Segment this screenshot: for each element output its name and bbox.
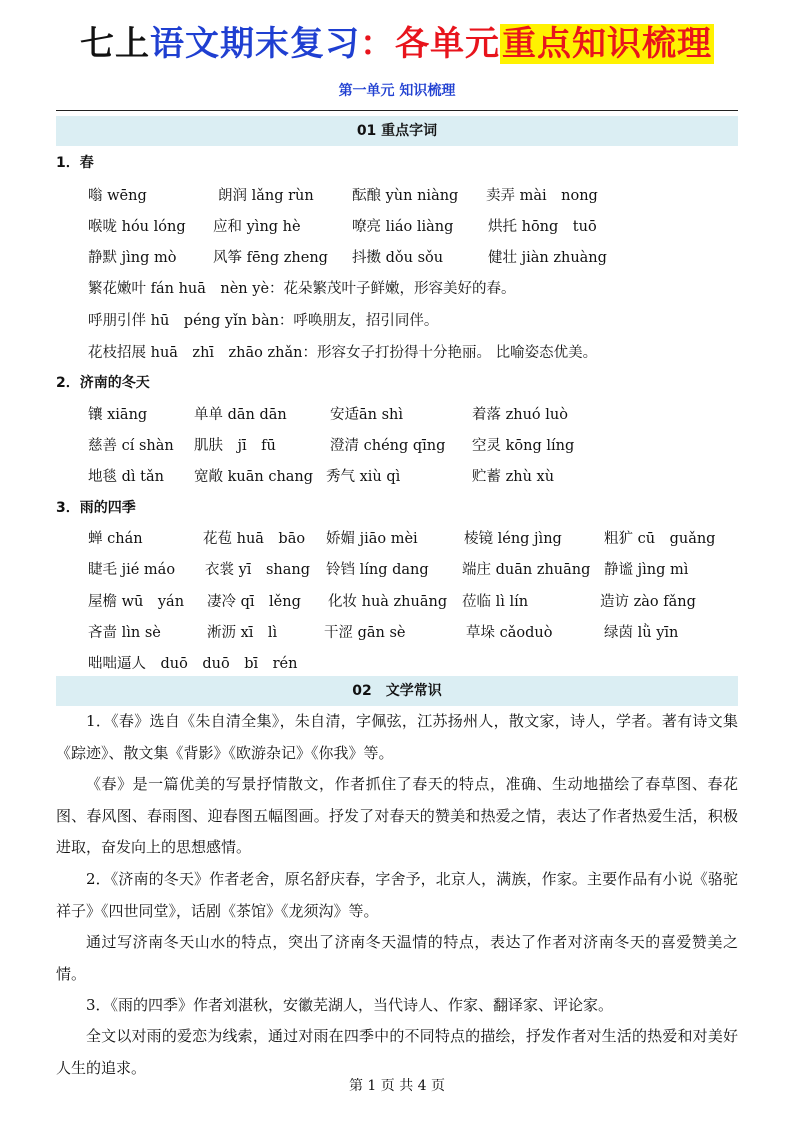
vocab-item: 空灵 kōng líng [472, 438, 575, 454]
vocab-item: 莅临 lì lín [462, 594, 529, 610]
vocab-row [0, 558, 794, 584]
title-part-subject: 语文期末复习 [150, 24, 360, 64]
subsection-2-title: 2．济南的冬天 [56, 375, 150, 391]
paragraph: 《春》是一篇优美的写景抒情散文，作者抓住了春天的特点，准确、生动地描绘了春草图、春花图、春风图、春雨图、迎春图五幅图画。抒发了对春天的赞美和热爱之情，表达了作者热爱生活，积极进取，奋发向上的思想感情。 [56, 775, 738, 856]
vocab-item: 草垛 cǎoduò [466, 625, 553, 641]
vocab-item: 静谧 jìng mì [604, 562, 689, 578]
vocab-item: 地毯 dì tǎn [88, 469, 164, 485]
vocab-item: 粗犷 cū guǎng [604, 531, 716, 547]
vocab-item: 卖弄 mài nong [486, 188, 598, 204]
vocab-item: 衣裳 yī shang [205, 562, 310, 578]
subsection-1-title: 1．春 [56, 155, 94, 171]
vocab-item: 化妆 huà zhuāng [328, 594, 448, 610]
page-subtitle: 第一单元 知识梳理 [338, 83, 456, 99]
vocab-item: 静默 jìng mò [88, 250, 177, 266]
vocab-row [0, 403, 794, 429]
page-title [0, 16, 794, 72]
vocab-row [0, 621, 794, 647]
vocab-item: 造访 zào fǎng [600, 594, 696, 610]
vocab-item: 吝啬 lìn sè [88, 625, 161, 641]
paragraph: 3．《雨的四季》作者刘湛秋，安徽芜湖人，当代诗人、作家、翻译家、评论家。 [86, 996, 614, 1014]
vocab-item: 贮蓄 zhù xù [472, 469, 555, 485]
vocab-item: 花苞 huā bāo [203, 531, 306, 547]
vocab-item: 单单 dān dān [194, 407, 287, 423]
subsection-3-title: 3．雨的四季 [56, 500, 136, 516]
vocab-item: 秀气 xiù qì [326, 469, 401, 485]
vocab-item: 嗡 wēng [88, 188, 147, 204]
vocab-item: 朗润 lǎng rùn [218, 188, 314, 204]
paragraph: 1．《春》选自《朱自清全集》，朱自清，字佩弦，江苏扬州人，散文家，诗人，学者。著有诗文集《踪迹》、散文集《背影》《欧游杂记》《你我》等。 [56, 712, 738, 762]
vocab-item: 烘托 hōng tuō [488, 219, 597, 235]
vocab-item: 端庄 duān zhuāng [462, 562, 591, 578]
vocab-item: 睫毛 jié máo [88, 562, 176, 578]
vocab-item: 风筝 fēng zheng [213, 250, 328, 266]
vocab-item: 凄冷 qī lěng [207, 594, 301, 610]
page-number: 第 1 页 共 4 页 [348, 1078, 446, 1094]
vocab-row [0, 527, 794, 553]
title-part-units: 各单元 [395, 24, 500, 64]
vocab-item: 镶 xiāng [88, 407, 148, 423]
vocab-item: 嘹亮 liáo liàng [352, 219, 454, 235]
vocab-item: 铃铛 líng dang [326, 562, 429, 578]
vocab-row [0, 215, 794, 241]
header-divider [56, 110, 738, 111]
vocab-item: 淅沥 xī lì [207, 625, 278, 641]
vocab-row [0, 246, 794, 272]
idiom-line: 繁花嫩叶 fán huā nèn yè：花朵繁茂叶子鲜嫩，形容美好的春。 [88, 281, 516, 297]
vocab-item: 干涩 gān sè [324, 625, 406, 641]
vocab-item: 棱镜 léng jìng [464, 531, 562, 547]
vocab-row [0, 434, 794, 460]
idiom-line: 咄咄逼人 duō duō bī rén [88, 656, 298, 672]
paragraph: 通过写济南冬天山水的特点，突出了济南冬天温情的特点，表达了作者对济南冬天的喜爱赞美之情。 [56, 933, 738, 983]
vocab-item: 宽敞 kuān chang [194, 469, 314, 485]
section-01-band: 01 重点字词 [56, 116, 738, 146]
vocab-item: 抖擞 dǒu sǒu [352, 250, 444, 266]
paragraph: 全文以对雨的爱恋为线索，通过对雨在四季中的不同特点的描绘，抒发作者对生活的热爱和对美好人生的追求。 [56, 1027, 738, 1077]
vocab-row [0, 184, 794, 210]
vocab-item: 安适ān shì [330, 407, 404, 423]
vocab-row [0, 465, 794, 491]
title-highlight: 重点知识梳理 [502, 24, 712, 64]
vocab-item: 健壮 jiàn zhuàng [488, 250, 607, 266]
vocab-item: 喉咙 hóu lóng [88, 219, 186, 235]
paragraph: 2．《济南的冬天》作者老舍，原名舒庆春，字舍予，北京人，满族，作家。主要作品有小说《骆驼祥子》《四世同堂》，话剧《茶馆》《龙须沟》等。 [56, 870, 738, 920]
vocab-item: 澄清 chéng qīng [330, 438, 446, 454]
vocab-row [0, 590, 794, 616]
idiom-line: 花枝招展 huā zhī zhāo zhǎn：形容女子打扮得十分艳丽。 比喻姿态优美。 [88, 345, 598, 361]
title-part-grade: 七上 [80, 24, 150, 64]
vocab-item: 娇媚 jiāo mèi [326, 531, 418, 547]
section-02-band: 02 文学常识 [56, 676, 738, 706]
vocab-item: 屋檐 wū yán [88, 594, 185, 610]
vocab-item: 应和 yìng hè [213, 219, 301, 235]
vocab-item: 着落 zhuó luò [472, 407, 568, 423]
title-colon: ： [360, 24, 395, 64]
vocab-item: 绿茵 lǜ yīn [604, 625, 679, 641]
vocab-item: 慈善 cí shàn [88, 438, 174, 454]
vocab-item: 肌肤 jī fū [194, 438, 276, 454]
vocab-item: 酝酿 yùn niàng [352, 188, 459, 204]
vocab-item: 蝉 chán [88, 531, 143, 547]
idiom-line: 呼朋引伴 hū péng yǐn bàn：呼唤朋友，招引同伴。 [88, 313, 439, 329]
